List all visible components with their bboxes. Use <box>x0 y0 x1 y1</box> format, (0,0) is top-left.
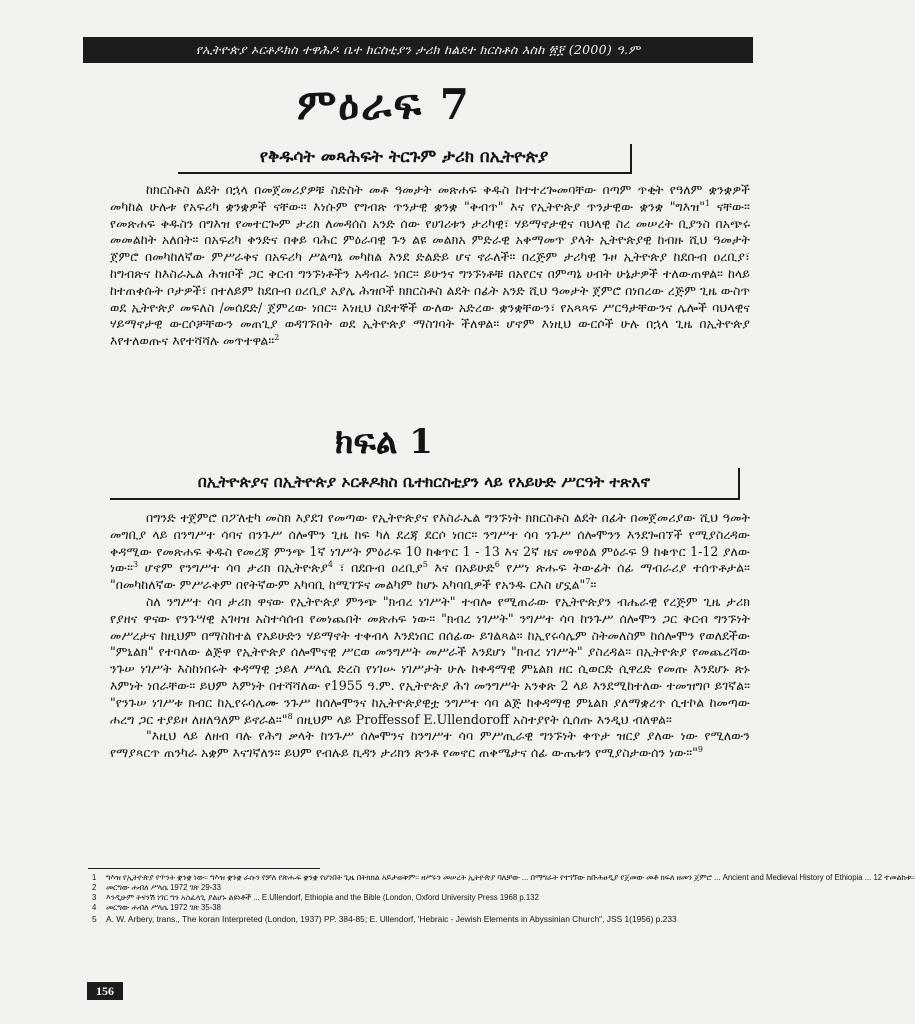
footnote <box>92 893 752 903</box>
footnote-ref-6: 6 <box>494 560 500 570</box>
page-number: 156 <box>87 982 123 1000</box>
footnote-ref-3: 3 <box>132 560 139 570</box>
footnote-ref-7: 7 <box>585 577 591 586</box>
footnote-text: መርግው ሐብለ ሥላሴ 1972 ገጽ 35-38 <box>106 903 221 912</box>
footnote-text: A. W. Arbery, trans., The koran Interpreted (London, 1937) PP. 384-85; E. Ullendorf, 'Hebraic - Jewish Elements in Abyssinian Church", JSS 1(1956) p.233 <box>106 914 677 924</box>
body-text-run: ፣ በደቡብ ዐረቢያ <box>332 560 423 576</box>
body-text-run: ። <box>590 577 597 593</box>
footnotes <box>92 873 915 925</box>
section-subtitle: በኢትዮጵያና በኢትዮጵያ ኦርቶዶክስ ቤተክርስቲያን ላይ የአይሁድ ሥርዓት ተጽእኖ <box>110 468 740 500</box>
footnote-ref-5: 5 <box>422 560 428 570</box>
running-header: የኢትዮጵያ ኦርቶዶክስ ተዋሕዶ ቤተ ክርስቲያን ታሪክ ከልደተ ክርስቶስ እስከ ፳፻ (2000) ዓ.ም <box>83 37 753 63</box>
footnote-ref-4: 4 <box>327 560 333 570</box>
body-text-run: ሆኖም የንግሥተ ሳባ ታሪክ በኢትዮጵያ <box>138 560 328 576</box>
body-text-run: "እዚህ ላይ ለዘብ ባሉ የሕግ ቃላት ከንጉሥ ሰሎሞንና ከንግሥተ ሳባ ምሥጢራዊ ግንኙነት ቀጥታ ዝርያ ያለው ነው የሚለውን የማያጻርጥ ጠንካራ አቋም እናገኛለን። ይህም የብሉይ ኪዳን ታሪክን ጽንቶ የመኖር ጠቀሜታና ሰፊ ውጤቱን የሚያስታውሰን ነው።" <box>110 728 750 761</box>
body-paragraph-3 <box>110 728 750 762</box>
body-paragraph-2 <box>110 594 750 728</box>
footnote-number: 4 <box>92 903 97 912</box>
intro-paragraph <box>110 182 750 350</box>
footnote <box>92 873 915 883</box>
footnote-ref-9: 9 <box>697 744 703 754</box>
footnote-number: 1 <box>92 873 97 882</box>
footnote-ref-2: 2 <box>274 332 280 342</box>
footnote-text: መርግው ሐብለ ሥላሴ 1972 ገጽ 29-33 <box>106 883 221 892</box>
footnote <box>92 903 752 913</box>
footnote-number: 3 <box>92 893 97 902</box>
footnote-ref-8: 8 <box>287 711 293 721</box>
footnote-number: 2 <box>92 883 97 892</box>
chapter-subtitle: የቅዱሳት መጻሕፍት ትርጉም ታሪክ በኢትዮጵያ <box>178 144 632 174</box>
body-text-run: ስለ ንግሥተ ሳባ ታሪክ ዋናው የኢትዮጵያ ምንጭ "ክብረ ነገሥት" ተብሎ የሚጠራው የኢትዮጵያን ብሔራዊ የረጅም ጊዜ ታሪክ የያዘና ዋናው የንጉሣዊ አገዛዝ አስተሳሰብ የመነጨበት መጽሐፍ ነው። "ክብረ ነገሥት" ንግሥተ ሳባ ከንጉሥ ሰሎሞን ጋር ቅርብ ግንኙነት መሥረታና ከዚህም በማስከተል የአይሁድን ሃይማኖት ተቀብላ እንደነበር በሰፊው ይገልጻል። ከኢየሩሳሌም ስትመለስም ከሰሎሞን የወለደችው "ምኒልክ" የተባለው ልጅዋ የኢትዮጵያ ሰሎሞናዊ ሥርወ መንግሥት መሥራች እንደሆነ "ክብረ ነገሥት" ያስረዳል። በኢትዮጵያ የመጨረሻው ንጉሠ ነገሥት እስከነበሩት ቀዳማዊ ኃይለ ሥላሴ ድረስ የነገሡ ነገሥታት ሁሉ ከቀዳማዊ ምኒልክ ዘር ሲወርድ ሲዋረድ የመጡ እንደሆኑ ጽኑ እምነት ነበራቸው። ይህም እምነት በተሻሻለው የ1955 ዓ.ም. የኢትዮጵያ ሕገ መንግሥት አንቀጽ 2 ላይ እንደሚከተለው ተመዝግቦ ይገኛል። "የንጉሠ ነገሥቱ ክብር ከኢየሩሳሌሙ ንጉሥ ከሰሎሞንና ከኢትዮጵያዊቷ ንግሥተ ሳባ ልጅ ከቀዳማዊ ምኒልክ ያለማቋረጥ ሲተኮል ከመጣው ሐረግ ጋር ተያይዞ ለዘለዓለም ይኖራል።" <box>110 593 750 727</box>
body-text-run: እና በአይሁድ <box>427 560 495 576</box>
body-text-run: በዚህም ላይ Proffessof E.Ullendoroff አስተያየት ሲሰጡ እንዲህ ብለዋል። <box>292 711 672 727</box>
footnote-text: እንዲሁም ትናንሽ ነገር ግን አስፈላጊ ያልሆኑ ልዩነቶች ... E.Ullendorf, Ethiopia and the Bible (London, Oxford University Press 1968 p.132 <box>106 893 539 902</box>
footnote <box>92 883 752 893</box>
intro-text-cont: ናቸው። የመጽሐፍ ቅዱስን በግእዝ የመተርጐም ታሪክ ለመዳሰስ አንድ ሰው የሀገሪቱን ታሪካዊ፣ ሃይማኖታዊና ባህላዊ ስረ መሠረት ቢያንስ በአጭሩ መመልከት አለበት። በአፍሪካ ቀንድና በቀይ ባሕር ምዕራባዊ ጉን ልዩ መልክአ ምድራዊ አቀማመጥ ያላት ኢትዮጵያዊ ከብዙ ሺህ ዓመታት ጀምሮ በመካከለኛው ምሥራቅና በአፍሪካ ሥልጣኔ መካከል እንደ ድልድይ ሆና ኖራለች። በረጅም ታሪካዊ ጉዞ ኢትዮጵያ ከደቡብ ዐረቢያ፣ ከግብጽና ከእስራኤል ሕዝቦች ጋር ቅርብ ግንኙነቶችን አዳብራ ነበር። ይሁንና ግንኙነቶቹ በአየርና በምጣኔ ሀብት ሁኔታዎች ተለውጠዋል። ከላይ ከተጠቀሱት ቦታዎች፣ በተለይም ከደቡብ ዐረቢያ አያሌ ሕዝቦች ክክርስቶስ ልደት በፊት አንድ ሺህ ዓመታት ጀምሮ በነበረው ረጅም ጊዜ ውስጥ ወደ ኢትዮጵያ መፍለስ /መሰደድ/ ጀምረው ነበር። እነዚህ ስደተኞች ውለው አድረው ቋንቋቸውን፣ የአጻጻፍ ሥርዓታቸውንና ሌሎች ባህላዊና ሃይማኖታዊ ውርሶቻቸውን መጠጊያ ወዳገኙበት ወደ ኢትዮጵያ ማስገባት ችለዋል። ሆኖም እነዚህ ውርሶች ሁሉ በኋላ ጊዜ በኢትዮጵያ እየተለወጡና እየተሻሻሉ መጥተዋል። <box>110 198 750 349</box>
footnote-text: ግእዝ የኢትዮጵያ የጥንት ቋንቋ ነው። ግእዝ ቋንቋ ራሱን የቻለ የጽሑፍ ቋንቋ የሆነበት ጊዜ በትክክል አይታወቅም። ዘሥሩን መሠረት ኢትዮጵያ ባለቻው ... በማግራት የተገኘው ክቡሕፀዲያ የጀመው መቶ ክፍለ ዘመን ጀምሮ ... Ancient and Medieval History of Ethiopia ... 12 ተመልከቱ። <box>106 873 915 882</box>
footnote-divider <box>88 868 320 869</box>
chapter-title: ምዕራፍ 7 <box>297 80 471 129</box>
body-text <box>110 510 750 762</box>
section-title: ክፍል 1 <box>335 422 433 462</box>
intro-text: ከክርስቶስ ልደት በኋላ በመጀመሪያዎቹ ስድስት መቶ ዓመታት መጽሐፍ ቅዱስ ከተተረጐመባቸው በጣም ጥቂት የዓለም ቋንቋዎች መካከል ሁሉቱ የአፍሪካ ቋንቋዎች ናቸው። እነሱም የግብጽ ጥንታዊ ቋንቋ "ቅብጥ" እና የኢትዮጵያ ጥንታዊው ቋንቋ "ግእዝ" <box>110 182 750 214</box>
footnote-ref-1: 1 <box>705 198 711 208</box>
footnote-number: 5 <box>92 914 97 924</box>
footnote <box>92 913 752 925</box>
body-text-run: የሥነ ጽሑፍ ትውፊት ሰፊ ማብራሪያ ተሰጥቶታል። "በመካከለኛው ምሥራቅም በየትኛውም አካባቢ ከሚገኙና መልካም ከሆኑ አካባቢዎች የአንዱ ርእስ ሆኗል" <box>110 560 750 593</box>
body-paragraph-1 <box>110 510 750 594</box>
body-text-run: በግንድ ተጀምሮ በፖለቲካ መስክ እያደገ የመጣው የኢትዮጵያና የእስራኤል ግንኙነት ክክርስቶስ ልደት በፊት በመጀመሪያው ሺህ ዓመት መግቢያ ላይ በንግሥተ ሳባና በንጉሥ ሰሎሞን ጊዜ ከፍ ካለ ደረጃ ደርሶ ነበር። ንግሥተ ሳባ ንጉሥ ሰሎሞንን እንደጐበኘች የሚያስረዳው ቀዳሚው የመጽሐፍ ቅዱስ የመረጃ ምንጭ 1ኛ ነገሥት ምዕራፍ 10 ከቁጥር 1 - 13 እና 2ኛ ዜና መዋዕል ምዕራፍ 9 ከቁጥር 1-12 ያለው ነው። <box>110 510 750 576</box>
